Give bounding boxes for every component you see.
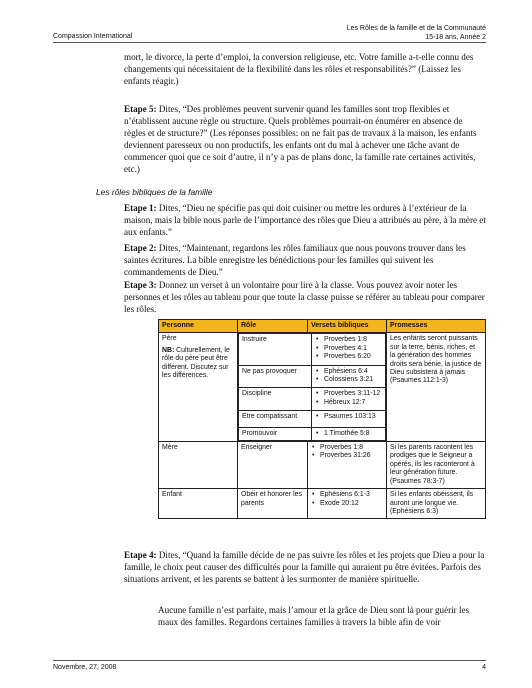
step1-paragraph: [124, 203, 486, 239]
step4-paragraph: [124, 550, 486, 586]
footer-date: Novembre, 27, 2008: [53, 664, 117, 671]
step1-text: Dites, “Dieu ne spécifie pas qui doit cuisiner ou mettre les ordures à l’extérieur de la maison, mais la bible nous parle de l’importance des rôles que Dieu a attribués au père, à la mère et aux enfants.”: [124, 203, 486, 237]
table-row: [159, 489, 486, 519]
mere-person-cell: Mère: [159, 442, 238, 489]
step2-paragraph: [124, 243, 486, 279]
pere-person-name: Père: [162, 335, 177, 343]
verse-item: • Proverbes 31:26: [320, 452, 383, 460]
header-org: Compassion International: [53, 33, 133, 40]
step3-label: Etape 3:: [124, 280, 157, 290]
verse-item: • 1 Timothée 5:8: [324, 430, 382, 438]
pere-role-instruire: Instruire: [239, 334, 312, 365]
step4-text: Dites, “Quand la famille décide de ne pas suivre les rôles et les projets que Dieu a pour la famille, le choix peut causer des difficultés pour la famille qui auraient pu être évitées. Parfois des situations arrivent, et les parents se battent à les surmonter de manière spirituelle.: [124, 550, 485, 584]
pere-role-promouvoir: Promouvoir: [239, 427, 312, 440]
closing-paragraph: Aucune famille n’est parfaite, mais l’amour et la grâce de Dieu sont là pour guérir les maux des familles. Regardons certaines familles à travers la bible afin de voir: [158, 605, 470, 627]
pere-person-cell: [159, 333, 238, 442]
pere-role-provoquer: Ne pas provoquer: [239, 365, 312, 388]
enfant-promise-cell: Si les enfants obéissent, ils auront une longue vie. (Ephésiens 6:3): [387, 489, 486, 519]
step5-paragraph: [124, 104, 486, 175]
verse-item: • Hébreux 12:7: [324, 399, 382, 407]
enfant-role-cell: Obéir et honorer les parents: [238, 489, 308, 519]
pere-verses-promouvoir: [312, 427, 386, 440]
pere-role-row: [239, 334, 386, 365]
pere-roles-cell: [238, 333, 387, 442]
pere-promise-cell: Les enfants seront puissants sur la terre, bénis, riches, et la génération des hommes droits sera bénie, la justice de Dieu subsistera à jamais (Psaumes 112:1-3): [387, 333, 486, 442]
pere-note-label: NB:: [162, 346, 175, 354]
table-header-person: Personne: [159, 320, 238, 333]
step2-text: Dites, “Maintenant, regardons les rôles familiaux que nous pouvons trouver dans les saintes écritures. La bible enregistre les bénédictions pour les familles qui suivent les commandements de Dieu.”: [124, 243, 466, 277]
verse-item: • Colossiens 3:21: [324, 376, 382, 384]
verse-item: • Psaumes 103:13: [324, 413, 382, 421]
mere-promise-cell: Si les parents racontent les prodiges que le Seigneur a opérés, ils les raconteront à leur génération future. (Psaumes 78:3-7): [387, 442, 486, 489]
roles-table: [158, 319, 486, 519]
pere-role-row: [239, 411, 386, 427]
verse-item: • Ephésiens 6:1-3: [320, 491, 383, 499]
step1-label: Etape 1:: [124, 203, 157, 213]
step5-label: Etape 5:: [124, 104, 157, 114]
enfant-person-cell: Enfant: [159, 489, 238, 519]
footer-page-number: 4: [482, 664, 486, 671]
enfant-verses-cell: [308, 489, 387, 519]
step5-text: Dites, “Des problèmes peuvent survenir quand les familles sont trop flexibles et n’établissent aucune règle ou structure. Quels problèmes pourrait-on énumérer en absence de règles et de structure?” (Les réponses possibles: on ne fait pas de travaux à la maison, les enfants deviennent paresseux ou non productifs, les enfants ont du mal à achever une tâche avant de commencer quoi que ce soit d’autre, il n’y a pas de plans donc, la famille rate certaines activités, etc.): [124, 104, 477, 174]
header-title: [347, 24, 486, 42]
step2-label: Etape 2:: [124, 243, 157, 253]
table-header-row: [159, 320, 486, 333]
step3-text: Donnez un verset à un volontaire pour lire à la classe. Vous pouvez avoir noter les personnes et les rôles au tableau pour que toute la classe puisse se référer au tableau pour comparer les rôles.: [124, 280, 485, 314]
header-title-line1: Les Rôles de la famille et de la Communauté: [346, 25, 486, 32]
table-header-promises: Promesses: [387, 320, 486, 333]
pere-verses-discipline: [312, 388, 386, 411]
pere-role-row: [239, 365, 386, 388]
footer-rule: [53, 660, 486, 661]
section-title: Les rôles bibliques de la famille: [96, 187, 213, 197]
mere-role-cell: Enseigner: [238, 442, 308, 489]
verse-item: • Proverbes 1:8: [324, 336, 382, 344]
pere-role-discipline: Discipline: [239, 388, 312, 411]
table-row: [159, 442, 486, 489]
mere-verses-cell: [308, 442, 387, 489]
pere-note: [162, 347, 234, 381]
header-title-line2: 15-18 ans, Année 2: [425, 34, 486, 41]
verse-item: • Proverbes 6:20: [324, 353, 382, 361]
pere-role-compatissant: Etre compatissant: [239, 411, 312, 427]
pere-verses-compatissant: [312, 411, 386, 427]
verse-item: • Exode 20:12: [320, 500, 383, 508]
table-row: [159, 333, 486, 442]
pere-verses-provoquer: [312, 365, 386, 388]
table-header-verses: Versets bibliques: [308, 320, 387, 333]
verse-item: • Ephésiens 6:4: [324, 368, 382, 376]
intro-paragraph: mort, le divorce, la perte d’emploi, la conversion religieuse, etc. Votre famille a-t-elle connu des changements qui nécessitaient de la flexibilité dans les rôles et responsabilités?” (Laissez les enfants réagir.): [124, 52, 474, 86]
verse-item: • Proverbes 4:1: [324, 345, 382, 353]
verse-item: • Proverbes 3:11-12: [324, 390, 382, 398]
pere-role-row: [239, 388, 386, 411]
step3-paragraph: [124, 280, 486, 316]
pere-role-row: [239, 427, 386, 440]
pere-verses-instruire: [312, 334, 386, 365]
pere-roles-inner: [238, 333, 386, 441]
pere-note-text: Culturellement, le rôle du père peut être différent. Discutez sur les différences.: [162, 346, 230, 380]
table-header-role: Rôle: [238, 320, 308, 333]
header-rule: [53, 42, 486, 43]
verse-item: • Proverbes 1:8: [320, 444, 383, 452]
step4-label: Etape 4:: [124, 550, 157, 560]
